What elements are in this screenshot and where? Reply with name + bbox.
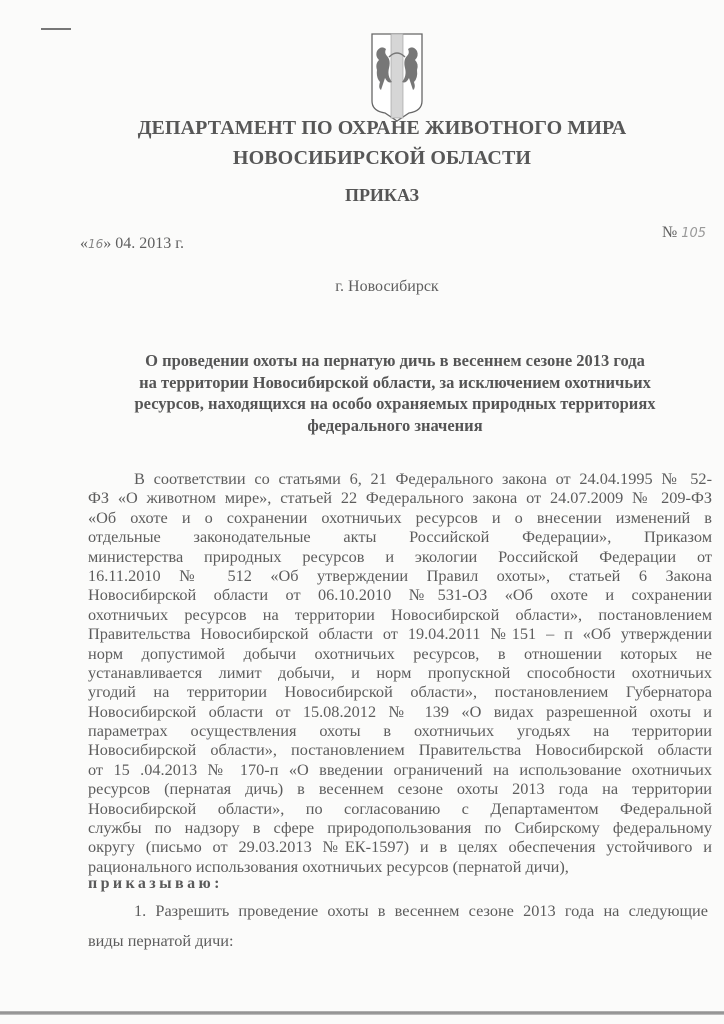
body-line: норм допустимой добычи охотничьих ресурсов, в отношении которых не xyxy=(88,643,712,663)
date-day-handwritten: 16 xyxy=(88,237,104,251)
document-number xyxy=(662,224,706,242)
department-line-2: НОВОСИБИРСКОЙ ОБЛАСТИ xyxy=(232,147,532,169)
department-heading xyxy=(0,113,724,173)
body-line: министерства природных ресурсов и экологии Российской Федерации от xyxy=(88,546,712,566)
subject-heading xyxy=(100,350,690,436)
subject-line: на территории Новосибирской области, за исключением охотничьих xyxy=(139,372,651,392)
body-line: службы по надзору в сфере природопользования по Сибирскому федеральному xyxy=(88,818,712,838)
point-1-line: 1. Разрешить проведение охоты в весеннем сезоне 2013 года на следующие xyxy=(134,901,708,920)
page-bottom-edge xyxy=(0,1011,724,1015)
body-line: ФЗ «О животном мире», статьей 22 Федерального закона от 24.07.2009 № 209-ФЗ xyxy=(88,488,712,508)
date-open-quote: « xyxy=(80,235,88,252)
body-line: от 15 .04.2013 № 170-п «О введении ограничений на использование охотничьих xyxy=(88,759,712,779)
point-1-line: виды пернатой дичи: xyxy=(88,931,234,950)
preamble-paragraph xyxy=(88,469,712,876)
number-label: № xyxy=(662,224,678,241)
body-line: ресурсов (пернатая дичь) в весеннем сезоне охоты 2013 года на территории xyxy=(88,779,712,799)
subject-line: федерального значения xyxy=(307,415,483,435)
body-line: В соответствии со статьями 6, 21 Федерального закона от 24.04.1995 № 52- xyxy=(134,469,712,488)
body-line: округу (письмо от 29.03.2013 №ЕК-1597) и в целях обеспечения устойчивого и xyxy=(88,837,712,857)
body-line: Новосибирской области», постановлением Правительства Новосибирской области xyxy=(88,740,712,760)
date-rest: » 04. 2013 г. xyxy=(103,235,185,252)
city: г. Новосибирск xyxy=(335,278,439,295)
body-line: рационального использования охотничьих ресурсов (пернатой дичи), xyxy=(88,856,569,876)
body-line: Новосибирской области от 06.10.2010 №531-ОЗ «Об охоте и сохранении xyxy=(88,585,712,605)
body-line: Новосибирской области от 15.08.2012 № 139 «О видах разрешенной охоты и xyxy=(88,701,712,721)
body-line: 16.11.2010 № 512 «Об утверждении Правил охоты», статьей 6 Закона xyxy=(88,565,712,585)
department-line-1: ДЕПАРТАМЕНТ ПО ОХРАНЕ ЖИВОТНОГО МИРА xyxy=(137,117,627,139)
body-line: параметрах осуществления охоты в охотничьих угодьях на территории xyxy=(88,721,712,741)
number-value-handwritten: 105 xyxy=(681,226,707,241)
body-line: отдельные законодательные акты Российской Федерации», Приказом xyxy=(88,527,712,547)
corner-mark xyxy=(41,28,71,30)
body-line: Правительства Новосибирской области от 19.04.2011 №151 – п «Об утверждении xyxy=(88,624,712,644)
body-line: угодий на территории Новосибирской области», постановлением Губернатора xyxy=(88,682,712,702)
subject-line: ресурсов, находящихся на особо охраняемых природных территориях xyxy=(134,394,656,413)
body-line: Новосибирской области», по согласованию с Департаментом Федеральной xyxy=(88,798,712,818)
body-line: «Об охоте и о сохранении охотничьих ресурсов и о внесении изменений в xyxy=(88,507,712,527)
subject-line: О проведении охоты на пернатую дичь в весеннем сезоне 2013 года xyxy=(145,351,645,370)
body-line: устанавливается лимит добычи, и норм пропускной способности охотничьих xyxy=(88,662,712,682)
coat-of-arms-icon xyxy=(369,31,425,125)
decree-word: приказываю: xyxy=(88,875,223,892)
document-type: ПРИКАЗ xyxy=(344,185,420,205)
point-1 xyxy=(88,896,708,956)
body-line: охотничьих ресурсов на территории Новосибирской области», постановлением xyxy=(88,604,712,624)
document-date xyxy=(80,235,184,253)
